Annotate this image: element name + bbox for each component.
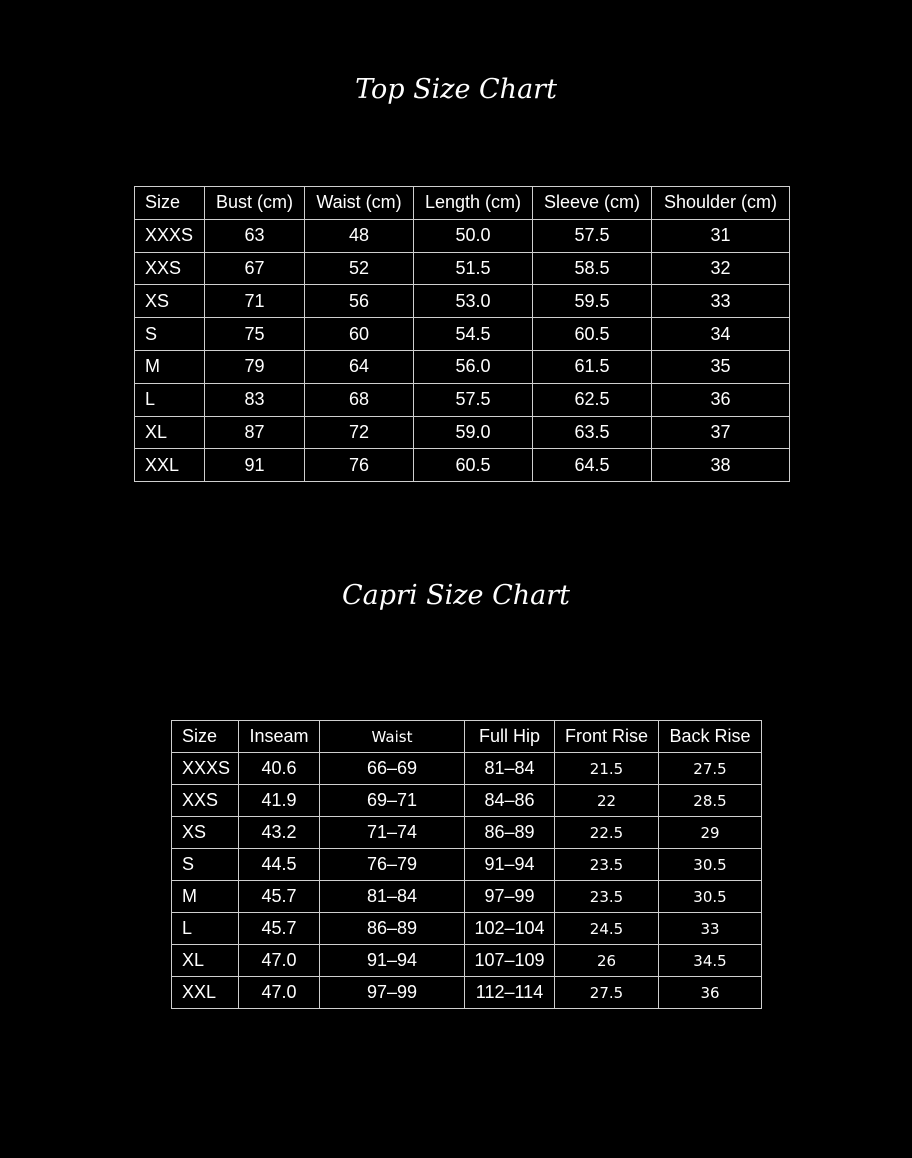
table-cell: 63 bbox=[205, 219, 305, 252]
table-cell: 64 bbox=[305, 350, 414, 383]
table-cell: 69–71 bbox=[320, 785, 465, 817]
table-cell: 23.5 bbox=[555, 849, 659, 881]
table-cell: 34.5 bbox=[659, 945, 762, 977]
table-cell: XXXS bbox=[135, 219, 205, 252]
top-size-chart-title: Top Size Chart bbox=[355, 74, 557, 105]
table-cell: 27.5 bbox=[555, 977, 659, 1009]
column-header-front-rise: Front Rise bbox=[555, 721, 659, 753]
table-cell: 48 bbox=[305, 219, 414, 252]
table-cell: XS bbox=[135, 285, 205, 318]
table-cell: 51.5 bbox=[414, 252, 533, 285]
table-cell: 91 bbox=[205, 449, 305, 482]
table-cell: M bbox=[135, 350, 205, 383]
table-cell: 40.6 bbox=[239, 753, 320, 785]
table-cell: 28.5 bbox=[659, 785, 762, 817]
table-cell: 71–74 bbox=[320, 817, 465, 849]
column-header-shoulder: Shoulder (cm) bbox=[652, 187, 790, 220]
table-cell: 33 bbox=[659, 913, 762, 945]
table-cell: 22.5 bbox=[555, 817, 659, 849]
table-cell: 34 bbox=[652, 318, 790, 351]
table-cell: 59.5 bbox=[533, 285, 652, 318]
table-cell: 60 bbox=[305, 318, 414, 351]
table-cell: 81–84 bbox=[320, 881, 465, 913]
table-cell: 83 bbox=[205, 383, 305, 416]
table-cell: 68 bbox=[305, 383, 414, 416]
column-header-size: Size bbox=[135, 187, 205, 220]
column-header-bust: Bust (cm) bbox=[205, 187, 305, 220]
table-row bbox=[135, 350, 790, 383]
table-cell: 76 bbox=[305, 449, 414, 482]
table-cell: XS bbox=[172, 817, 239, 849]
table-cell: M bbox=[172, 881, 239, 913]
table-row bbox=[135, 285, 790, 318]
table-cell: 67 bbox=[205, 252, 305, 285]
column-header-waist: Waist (cm) bbox=[305, 187, 414, 220]
table-cell: 72 bbox=[305, 416, 414, 449]
table-cell: 86–89 bbox=[465, 817, 555, 849]
table-row bbox=[135, 318, 790, 351]
table-cell: 27.5 bbox=[659, 753, 762, 785]
table-cell: 44.5 bbox=[239, 849, 320, 881]
table-cell: 47.0 bbox=[239, 945, 320, 977]
table-cell: XXS bbox=[135, 252, 205, 285]
table-cell: 47.0 bbox=[239, 977, 320, 1009]
table-cell: 84–86 bbox=[465, 785, 555, 817]
table-cell: 36 bbox=[652, 383, 790, 416]
table-row bbox=[172, 817, 762, 849]
table-row bbox=[135, 252, 790, 285]
table-cell: 112–114 bbox=[465, 977, 555, 1009]
table-row bbox=[172, 849, 762, 881]
table-row bbox=[135, 219, 790, 252]
table-cell: 60.5 bbox=[533, 318, 652, 351]
table-cell: 86–89 bbox=[320, 913, 465, 945]
table-cell: 54.5 bbox=[414, 318, 533, 351]
table-cell: 76–79 bbox=[320, 849, 465, 881]
table-cell: 56.0 bbox=[414, 350, 533, 383]
table-header-row bbox=[172, 721, 762, 753]
table-cell: 36 bbox=[659, 977, 762, 1009]
table-header-row bbox=[135, 187, 790, 220]
table-cell: XXXS bbox=[172, 753, 239, 785]
table-row bbox=[135, 449, 790, 482]
table-cell: 87 bbox=[205, 416, 305, 449]
table-cell: 58.5 bbox=[533, 252, 652, 285]
table-cell: 26 bbox=[555, 945, 659, 977]
table-cell: 24.5 bbox=[555, 913, 659, 945]
table-cell: 59.0 bbox=[414, 416, 533, 449]
table-cell: XXL bbox=[172, 977, 239, 1009]
column-header-inseam: Inseam bbox=[239, 721, 320, 753]
table-cell: S bbox=[172, 849, 239, 881]
table-cell: 30.5 bbox=[659, 849, 762, 881]
capri-size-chart-title: Capri Size Chart bbox=[342, 580, 570, 611]
table-row bbox=[172, 977, 762, 1009]
table-cell: 62.5 bbox=[533, 383, 652, 416]
table-cell: 23.5 bbox=[555, 881, 659, 913]
table-cell: 32 bbox=[652, 252, 790, 285]
table-cell: L bbox=[172, 913, 239, 945]
column-header-size: Size bbox=[172, 721, 239, 753]
table-row bbox=[172, 785, 762, 817]
table-cell: 30.5 bbox=[659, 881, 762, 913]
table-cell: 43.2 bbox=[239, 817, 320, 849]
table-cell: 29 bbox=[659, 817, 762, 849]
table-row bbox=[172, 881, 762, 913]
table-cell: 71 bbox=[205, 285, 305, 318]
column-header-back-rise: Back Rise bbox=[659, 721, 762, 753]
table-cell: 33 bbox=[652, 285, 790, 318]
table-cell: XXS bbox=[172, 785, 239, 817]
table-cell: 41.9 bbox=[239, 785, 320, 817]
table-cell: 50.0 bbox=[414, 219, 533, 252]
table-cell: 57.5 bbox=[414, 383, 533, 416]
table-cell: 45.7 bbox=[239, 913, 320, 945]
table-cell: 45.7 bbox=[239, 881, 320, 913]
table-cell: 52 bbox=[305, 252, 414, 285]
table-cell: 102–104 bbox=[465, 913, 555, 945]
table-cell: 61.5 bbox=[533, 350, 652, 383]
column-header-waist: Waist bbox=[320, 721, 465, 753]
table-cell: 64.5 bbox=[533, 449, 652, 482]
table-row bbox=[172, 945, 762, 977]
table-cell: 31 bbox=[652, 219, 790, 252]
top-size-table bbox=[134, 186, 790, 482]
table-row bbox=[172, 753, 762, 785]
table-row bbox=[172, 913, 762, 945]
table-cell: 66–69 bbox=[320, 753, 465, 785]
table-cell: 56 bbox=[305, 285, 414, 318]
table-cell: 75 bbox=[205, 318, 305, 351]
table-cell: 60.5 bbox=[414, 449, 533, 482]
table-cell: 79 bbox=[205, 350, 305, 383]
table-row bbox=[135, 416, 790, 449]
column-header-sleeve: Sleeve (cm) bbox=[533, 187, 652, 220]
table-row bbox=[135, 383, 790, 416]
table-cell: L bbox=[135, 383, 205, 416]
table-cell: XL bbox=[135, 416, 205, 449]
table-cell: 37 bbox=[652, 416, 790, 449]
table-cell: 38 bbox=[652, 449, 790, 482]
table-cell: 97–99 bbox=[320, 977, 465, 1009]
table-cell: 97–99 bbox=[465, 881, 555, 913]
table-cell: XXL bbox=[135, 449, 205, 482]
table-cell: 81–84 bbox=[465, 753, 555, 785]
table-cell: 53.0 bbox=[414, 285, 533, 318]
table-cell: 107–109 bbox=[465, 945, 555, 977]
table-cell: XL bbox=[172, 945, 239, 977]
table-cell: 91–94 bbox=[320, 945, 465, 977]
table-cell: 63.5 bbox=[533, 416, 652, 449]
table-cell: 57.5 bbox=[533, 219, 652, 252]
table-cell: S bbox=[135, 318, 205, 351]
column-header-full-hip: Full Hip bbox=[465, 721, 555, 753]
capri-size-table bbox=[171, 720, 762, 1009]
table-cell: 35 bbox=[652, 350, 790, 383]
table-cell: 21.5 bbox=[555, 753, 659, 785]
table-cell: 91–94 bbox=[465, 849, 555, 881]
column-header-length: Length (cm) bbox=[414, 187, 533, 220]
table-cell: 22 bbox=[555, 785, 659, 817]
